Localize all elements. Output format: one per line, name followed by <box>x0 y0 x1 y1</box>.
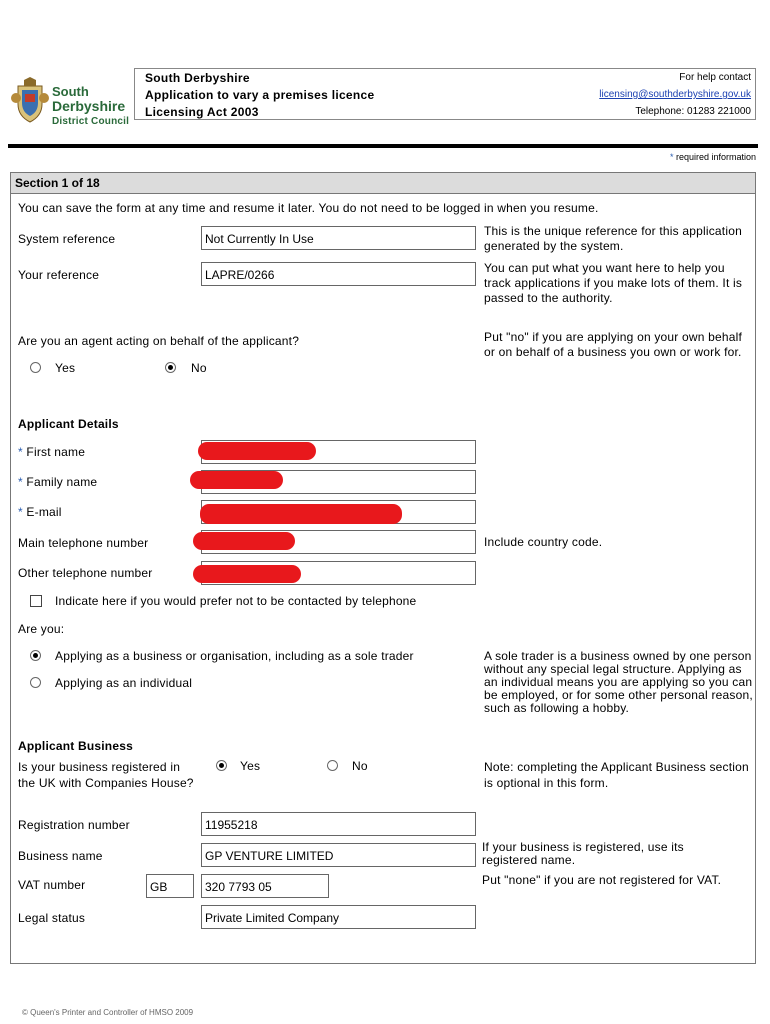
main-telephone-hint: Include country code. <box>484 535 603 549</box>
are-you-label: Are you: <box>18 622 65 636</box>
legal-status-select[interactable]: Private Limited Company <box>201 905 476 929</box>
registration-number-label: Registration number <box>18 818 130 832</box>
vat-number-input[interactable]: 320 7793 05 <box>201 874 329 898</box>
required-star: * <box>18 505 23 519</box>
companies-house-question: Is your business registered in the UK with Companies House? <box>18 760 194 790</box>
header-title-1: South Derbyshire <box>145 71 250 85</box>
registered-yes-label: Yes <box>240 759 261 773</box>
redaction-mark <box>193 532 295 550</box>
header-title-3: Licensing Act 2003 <box>145 105 259 119</box>
required-star: * <box>18 445 23 459</box>
redaction-mark <box>190 471 283 489</box>
your-reference-label: Your reference <box>18 268 100 282</box>
agent-yes-radio[interactable] <box>30 362 41 373</box>
required-star: * <box>669 152 674 162</box>
section-header: Section 1 of 18 <box>10 172 756 194</box>
main-telephone-label: Main telephone number <box>18 536 149 550</box>
your-reference-input[interactable]: LAPRE/0266 <box>201 262 476 286</box>
header-divider <box>8 144 758 148</box>
system-reference-label: System reference <box>18 232 116 246</box>
redaction-mark <box>200 504 402 524</box>
business-name-hint: If your business is registered, use its registered name. <box>482 840 684 867</box>
email-text: E-mail <box>26 505 62 519</box>
other-telephone-label: Other telephone number <box>18 566 153 580</box>
required-note <box>600 152 756 162</box>
registered-no-label: No <box>352 759 368 773</box>
agent-no-label: No <box>191 361 207 375</box>
individual-radio-label: Applying as an individual <box>55 676 193 690</box>
business-name-label: Business name <box>18 849 103 863</box>
registered-yes-radio[interactable] <box>216 760 227 771</box>
applicant-details-heading: Applicant Details <box>18 417 119 431</box>
logo-line-1: South <box>52 84 89 99</box>
applicant-business-heading: Applicant Business <box>18 739 133 753</box>
help-telephone: Telephone: 01283 221000 <box>635 106 751 117</box>
vat-number-label: VAT number <box>18 878 86 892</box>
help-label: For help contact <box>679 72 751 83</box>
business-name-input[interactable]: GP VENTURE LIMITED <box>201 843 476 867</box>
no-telephone-contact-label: Indicate here if you would prefer not to be contacted by telephone <box>55 594 417 608</box>
required-star: * <box>18 475 23 489</box>
help-email-link[interactable]: licensing@southderbyshire.gov.uk <box>599 89 751 100</box>
agent-yes-label: Yes <box>55 361 76 375</box>
agent-no-radio[interactable] <box>165 362 176 373</box>
redaction-mark <box>198 442 316 460</box>
no-telephone-contact-checkbox[interactable] <box>30 595 42 607</box>
your-reference-hint: You can put what you want here to help you track applications if you make lots of them. It is passed to the authority. <box>484 261 743 305</box>
email-label <box>18 505 62 519</box>
agent-hint: Put "no" if you are applying on your own behalf or on behalf of a business you own or work for. <box>484 330 743 359</box>
council-logo <box>8 74 130 126</box>
header-box <box>134 68 756 120</box>
crest-icon <box>10 76 50 124</box>
system-reference-field: Not Currently In Use <box>201 226 476 250</box>
family-name-label <box>18 475 97 489</box>
business-radio[interactable] <box>30 650 41 661</box>
logo-line-3: District Council <box>52 116 130 127</box>
applicant-type-hint: A sole trader is a business owned by one person without any special legal structure. Applying as an individual means you are applying so you can be employed, or for some other personal reason, such as following a hobby. <box>484 649 753 715</box>
copyright-footer: © Queen's Printer and Controller of HMSO 2009 <box>22 1008 194 1017</box>
system-reference-hint: This is the unique reference for this application generated by the system. <box>484 224 742 253</box>
redaction-mark <box>193 565 301 583</box>
first-name-text: First name <box>26 445 86 459</box>
legal-status-label: Legal status <box>18 911 86 925</box>
registered-no-radio[interactable] <box>327 760 338 771</box>
vat-hint: Put "none" if you are not registered for VAT. <box>482 873 722 887</box>
individual-radio[interactable] <box>30 677 41 688</box>
header-title-2: Application to vary a premises licence <box>145 88 375 102</box>
business-section-note: Note: completing the Applicant Business section is optional in this form. <box>484 760 749 790</box>
business-radio-label: Applying as a business or organisation, including as a sole trader <box>55 649 414 663</box>
required-text: required information <box>673 152 756 162</box>
family-name-text: Family name <box>26 475 98 489</box>
agent-question: Are you an agent acting on behalf of the applicant? <box>18 334 300 348</box>
logo-line-2: Derbyshire <box>52 98 126 114</box>
vat-prefix-input[interactable]: GB <box>146 874 194 898</box>
first-name-label <box>18 445 85 459</box>
section-intro: You can save the form at any time and resume it later. You do not need to be logged in when you resume. <box>18 201 599 215</box>
registration-number-input[interactable]: 11955218 <box>201 812 476 836</box>
